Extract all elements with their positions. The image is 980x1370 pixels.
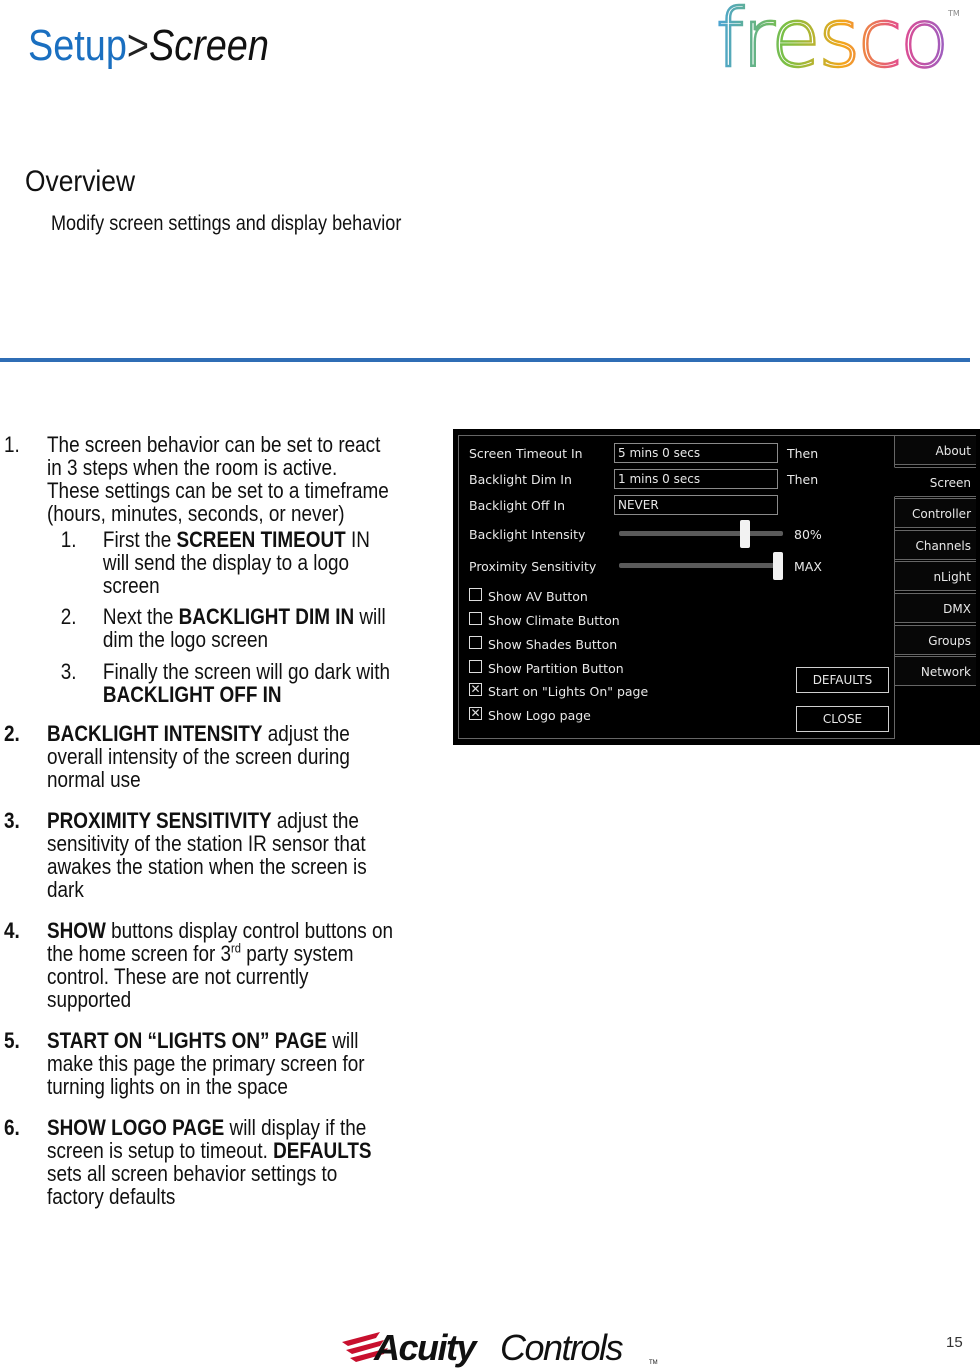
backlight-intensity-slider[interactable] xyxy=(619,531,783,536)
backlight-intensity-handle[interactable] xyxy=(740,520,750,548)
proximity-sensitivity-slider[interactable] xyxy=(619,563,783,568)
start-lights-on-label: Start on "Lights On" page xyxy=(488,684,649,699)
svg-text:TM: TM xyxy=(948,9,960,18)
instruction-item-1 xyxy=(4,433,434,525)
title-section: Setup xyxy=(28,21,127,70)
show-shades-checkbox[interactable] xyxy=(469,636,482,649)
close-button[interactable]: CLOSE xyxy=(796,706,889,732)
then-label: Then xyxy=(787,446,819,461)
acuity-controls-logo xyxy=(340,1322,662,1370)
item-text: in 3 steps when the room is active. xyxy=(47,455,338,480)
instructions-list xyxy=(4,433,444,1208)
screen-timeout-input[interactable]: 5 mins 0 secs xyxy=(614,443,778,463)
show-shades-label: Show Shades Button xyxy=(488,637,618,652)
defaults-button[interactable]: DEFAULTS xyxy=(796,667,889,693)
item-text: (hours, minutes, seconds, or never) xyxy=(47,501,345,526)
fresco-logo xyxy=(716,0,966,80)
backlight-dim-label: Backlight Dim In xyxy=(469,472,572,487)
tab-dmx[interactable]: DMX xyxy=(894,593,976,623)
overview-text: Modify screen settings and display behavior xyxy=(51,212,402,235)
instruction-subitem-3: 3. Finally the screen will go dark with BACKLIGHT OFF IN xyxy=(60,659,390,707)
proximity-sensitivity-value: MAX xyxy=(794,559,822,574)
tab-screen[interactable]: Screen xyxy=(894,467,976,497)
show-av-checkbox[interactable] xyxy=(469,588,482,601)
show-climate-checkbox[interactable] xyxy=(469,612,482,625)
tab-nlight[interactable]: nLight xyxy=(894,561,976,591)
logo-word-bold: Acuity xyxy=(374,1327,476,1368)
screen-timeout-label: Screen Timeout In xyxy=(469,446,583,461)
tab-controller[interactable]: Controller xyxy=(894,498,976,528)
show-logo-label: Show Logo page xyxy=(488,708,591,723)
instruction-item-6: 6. SHOW LOGO PAGE will display if the screen is setup to timeout. DEFAULTS sets all screen behavior settings to factory defaults xyxy=(4,1115,372,1209)
section-divider xyxy=(0,358,970,362)
then-label: Then xyxy=(787,472,819,487)
backlight-intensity-value: 80% xyxy=(794,527,822,542)
tab-channels[interactable]: Channels xyxy=(894,530,976,560)
proximity-sensitivity-handle[interactable] xyxy=(773,552,783,580)
page-number: 15 xyxy=(946,1334,963,1351)
logo-word-light: Controls xyxy=(500,1327,623,1368)
item-number: 1. xyxy=(4,432,20,457)
tab-groups[interactable]: Groups xyxy=(894,625,976,655)
device-screen-settings xyxy=(453,429,980,745)
overview-heading: Overview xyxy=(25,165,136,198)
logo-tm: TM xyxy=(649,1360,658,1366)
show-av-label: Show AV Button xyxy=(488,589,588,604)
instruction-subitem-1: 1. First the SCREEN TIMEOUT IN will send the display to a logo screen xyxy=(60,527,370,598)
tab-network[interactable]: Network xyxy=(894,656,976,686)
instruction-item-2: 2. BACKLIGHT INTENSITY adjust the overall intensity of the screen during normal use xyxy=(4,721,350,792)
backlight-off-label: Backlight Off In xyxy=(469,498,566,513)
show-partition-label: Show Partition Button xyxy=(488,661,624,676)
tab-about[interactable]: About xyxy=(894,435,976,465)
show-climate-label: Show Climate Button xyxy=(488,613,620,628)
instruction-subitem-2: 2. Next the BACKLIGHT DIM IN will dim the logo screen xyxy=(60,604,386,652)
item-number: 1. xyxy=(60,527,77,552)
page-title xyxy=(28,18,269,74)
instruction-item-4: 4. SHOW buttons display control buttons on the home screen for 3rd party system control. These are not currently supported xyxy=(4,918,394,1012)
show-logo-checkbox[interactable]: ✕ xyxy=(470,706,481,720)
start-lights-on-checkbox[interactable]: ✕ xyxy=(470,682,481,696)
instruction-item-5: 5. START ON “LIGHTS ON” PAGE will make this page the primary screen for turning lights on in the space xyxy=(4,1028,365,1099)
settings-tabs xyxy=(894,435,976,688)
item-number: 3. xyxy=(60,659,77,684)
show-partition-checkbox[interactable] xyxy=(469,660,482,673)
item-text: These settings can be set to a timeframe xyxy=(47,478,389,503)
instruction-item-3: 3. PROXIMITY SENSITIVITY adjust the sensitivity of the station IR sensor that awakes the station when the screen is dark xyxy=(4,808,367,902)
brand-wordmark: fresco xyxy=(716,0,948,80)
proximity-sensitivity-label: Proximity Sensitivity xyxy=(469,559,597,574)
backlight-dim-input[interactable]: 1 mins 0 secs xyxy=(614,469,778,489)
backlight-off-input[interactable]: NEVER xyxy=(614,495,778,515)
title-separator: > xyxy=(126,21,149,70)
item-text: The screen behavior can be set to react xyxy=(47,432,381,457)
backlight-intensity-label: Backlight Intensity xyxy=(469,527,586,542)
title-page: Screen xyxy=(148,21,269,70)
item-number: 2. xyxy=(60,604,77,629)
